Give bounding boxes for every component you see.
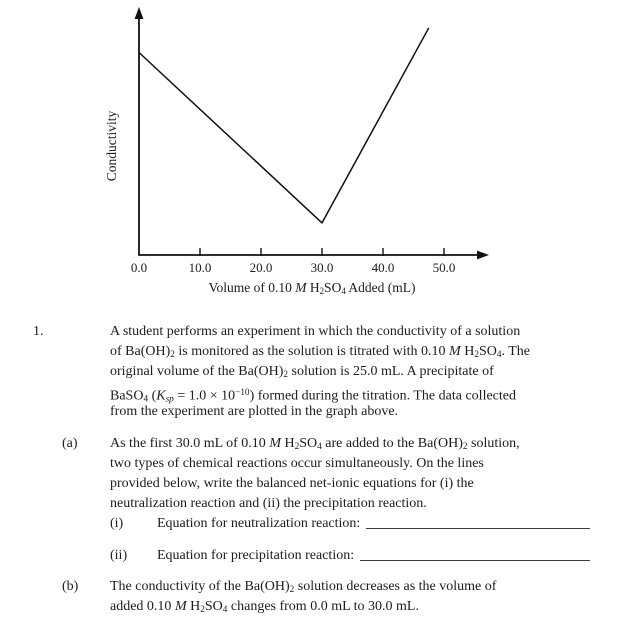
precipitation-answer-row [110,546,590,566]
text-line: provided below, write the balanced net-ionic equations for (i) the [110,476,474,491]
x-tick-label: 30.0 [310,260,334,275]
text-line: A student performs an experiment in which the conductivity of a solution [110,324,521,339]
text-line: two types of chemical reactions occur simultaneously. On the lines [110,456,484,471]
part-a-paragraph [110,434,520,514]
question-number: 1. [33,324,44,339]
text-line: The conductivity of the $Ba(OH)_2$ solution decreases as the volume of [110,579,497,595]
item-i-label: (i) [110,516,124,531]
text-line: from the experiment are plotted in the graph above. [110,404,399,419]
conductivity-curve [139,28,429,223]
text-line: of $Ba(OH)_2$ is monitored as the solution is titrated with 0.10 M $H_2SO_4$. The [110,344,531,360]
text-line: BaSO$_4$ $(Ksp = 1.0 \times 10^{-10})$ formed during the titration. The data collected [110,387,516,404]
part-b-label: (b) [62,579,79,594]
titration-conductivity-chart [0,0,619,310]
x-tick-label: 50.0 [432,260,456,275]
part-b-paragraph [110,577,496,617]
y-axis-arrowhead-icon [135,7,144,19]
item-ii-prompt: Equation for precipitation reaction: [157,548,355,563]
x-axis-title: Volume of 0.10 M $H_2SO_4$ Added (mL) [208,280,416,296]
text-line: original volume of the $Ba(OH)_2$ solution is 25.0 mL. A precipitate of [110,364,494,380]
item-ii-label: (ii) [110,548,128,563]
x-axis-arrowhead-icon [477,251,489,260]
neutralization-answer-blank [366,514,590,529]
part-a-label: (a) [62,436,78,451]
y-axis-title: Conductivity [104,110,119,182]
x-tick-label: 10.0 [188,260,212,275]
question-intro-paragraph [110,322,530,422]
x-tick-label: 0.0 [130,260,148,275]
precipitation-answer-blank [360,546,590,561]
chart-canvas [0,0,619,310]
neutralization-answer-row [110,514,590,534]
text-line: As the first 30.0 mL of 0.10 M $H_2SO_4$ are added to the $Ba(OH)_2$ solution, [110,436,520,452]
x-tick-label: 20.0 [249,260,273,275]
item-i-prompt: Equation for neutralization reaction: [157,516,361,531]
text-line: added 0.10 M $H_2SO_4$ changes from 0.0 mL to 30.0 mL. [110,599,419,615]
x-tick-label: 40.0 [371,260,395,275]
text-line: neutralization reaction and (ii) the precipitation reaction. [110,496,427,511]
